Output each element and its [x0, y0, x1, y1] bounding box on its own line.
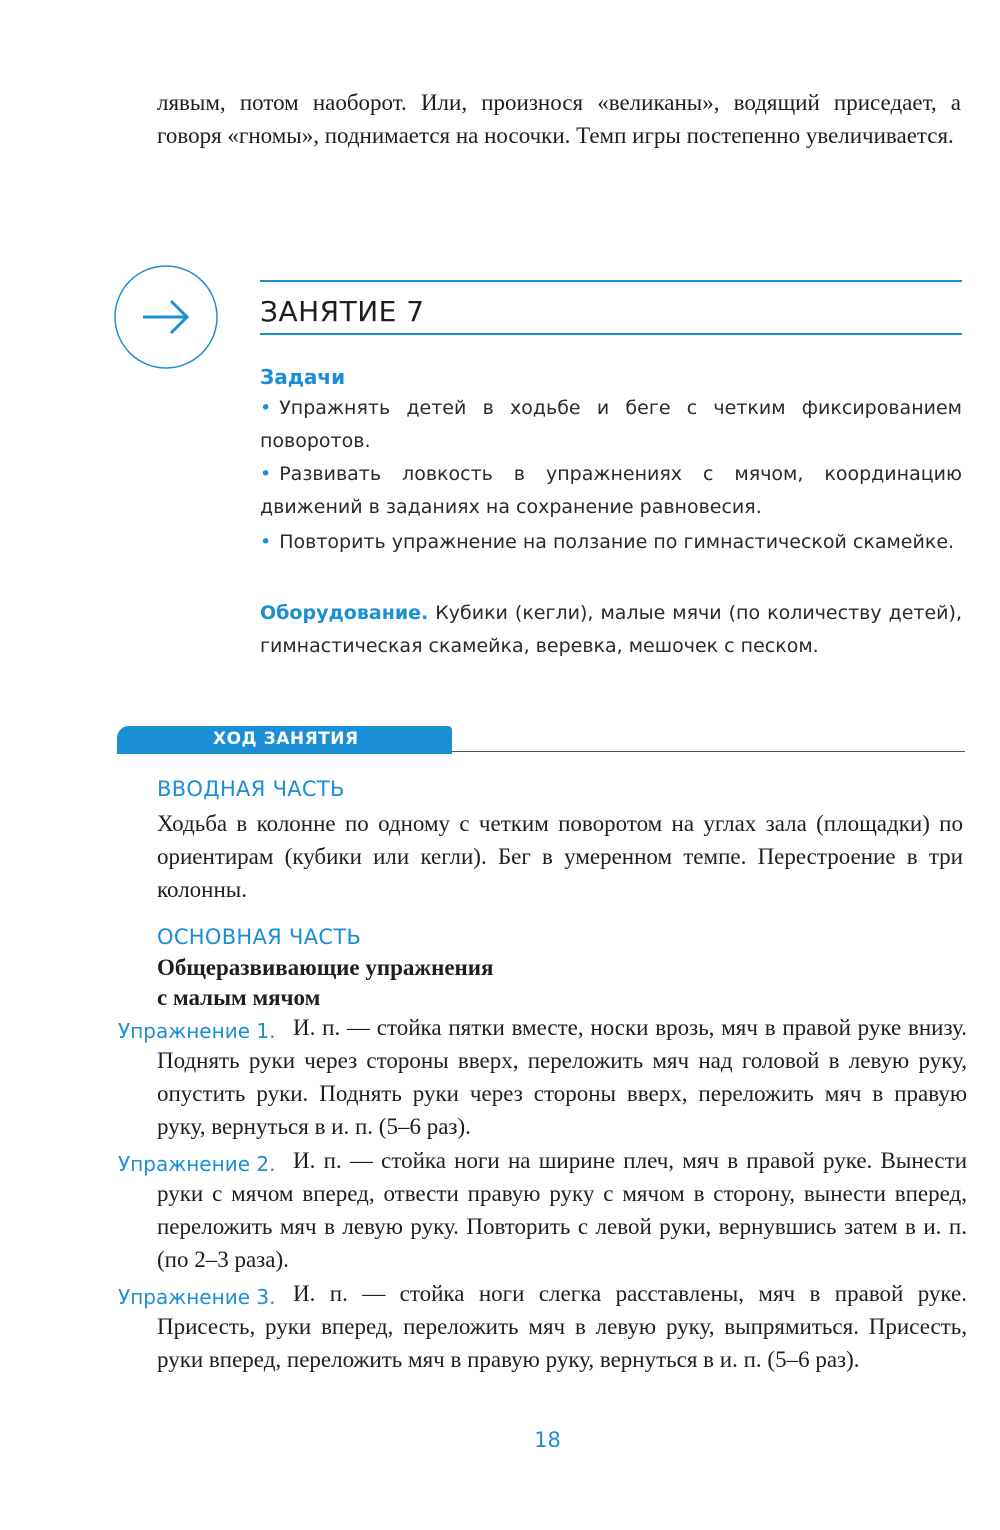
- title-bottom-rule: [260, 333, 962, 335]
- arrow-right-circle-icon: [113, 264, 219, 370]
- task-item: • Развивать ловкость в упражнениях с мячом, координацию движений в заданиях на сохранение равновесия.: [260, 458, 962, 524]
- course-bar-label: ХОД ЗАНЯТИЯ: [213, 729, 359, 749]
- task-item: • Повторить упражнение на ползание по гимнастической скамейке.: [260, 526, 962, 559]
- continuation-paragraph: лявым, потом наоборот. Или, произнося «великаны», водящий приседает, а говоря «гномы», поднимается на носочки. Темп игры постепенно увеличивается.: [157, 90, 961, 148]
- course-bar-rule: [452, 751, 965, 752]
- main-heading: ОСНОВНАЯ ЧАСТЬ: [157, 925, 362, 949]
- lesson-title: ЗАНЯТИЕ 7: [260, 295, 425, 328]
- exercise-text: И. п. — стойка пятки вместе, носки врозь, мяч в правой руке внизу. Поднять руки через стороны вверх, переложить мяч над головой в левую руку, опустить руки. Поднять руки через стороны вверх, переложить мяч в правую руку, вернуться в и. п. (5–6 раз).: [157, 1015, 967, 1139]
- main-subheading: [157, 953, 493, 1013]
- main-subheading-line: с малым мячом: [157, 985, 321, 1010]
- title-top-rule: [260, 280, 962, 282]
- exercise-label: Упражнение 2.: [118, 1152, 276, 1176]
- equipment-paragraph: [260, 597, 962, 663]
- main-subheading-line: Общеразвивающие упражнения: [157, 955, 494, 980]
- exercise-text: И. п. — стойка ноги на ширине плеч, мяч в правой руке. Вынести руки с мячом вперед, отвести правую руку с мячом в сторону, вынести вперед, переложить мяч в левую руку. Повторить с левой руки, вернувшись затем в и. п. (по 2–3 раза).: [157, 1148, 967, 1272]
- intro-heading: ВВОДНАЯ ЧАСТЬ: [157, 777, 345, 801]
- exercise-text: И. п. — стойка ноги слегка расставлены, мяч в правой руке. Присесть, руки вперед, переложить мяч в левую руку, выпрямиться. Присесть, руки вперед, переложить мяч в правую руку, вернуться в и. п. (5–6 раз).: [157, 1281, 967, 1372]
- tasks-heading: Задачи: [260, 365, 346, 389]
- equipment-text: Кубики (кегли), малые мячи (по количеству детей), гимнастическая скамейка, веревка, мешочек с песком.: [260, 602, 962, 657]
- exercise-label: Упражнение 1.: [118, 1019, 276, 1043]
- page-number: 18: [534, 1428, 561, 1452]
- intro-text: Ходьба в колонне по одному с четким поворотом на углах зала (площадки) по ориентирам (кубики или кегли). Бег в умеренном темпе. Перестроение в три колонны.: [157, 811, 963, 902]
- equipment-label: Оборудование.: [260, 602, 429, 624]
- task-item: • Упражнять детей в ходьбе и беге с четким фиксированием поворотов.: [260, 392, 962, 458]
- exercise-label: Упражнение 3.: [118, 1285, 276, 1309]
